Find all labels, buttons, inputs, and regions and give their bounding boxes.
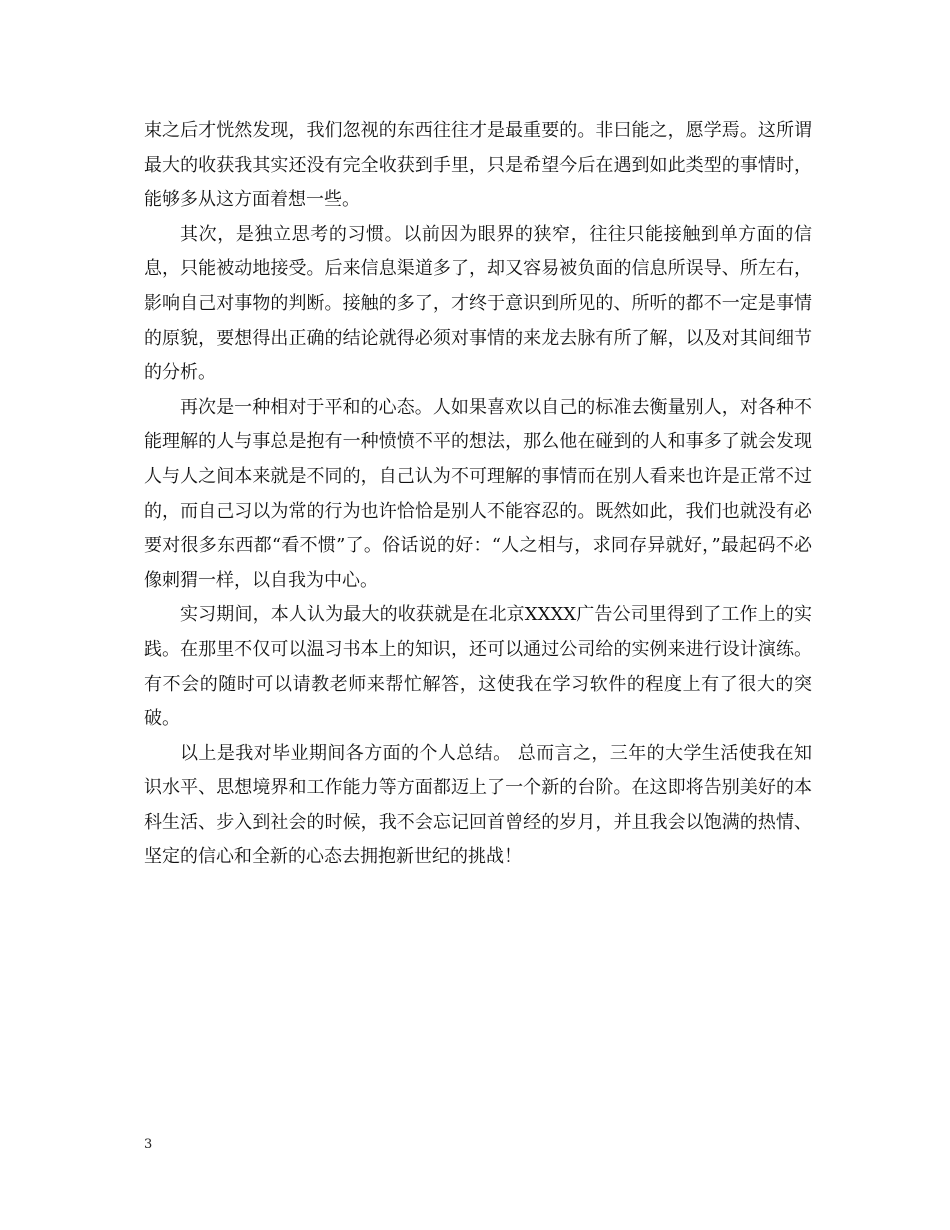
document-body	[144, 114, 812, 875]
paragraph-independent-thinking: 其次，是独立思考的习惯。以前因为眼界的狭窄，往往只能接触到单方面的信息，只能被动地接受。后来信息渠道多了，却又容易被负面的信息所误导、所左右，影响自己对事物的判断。接触的多了，才终于意识到所见的、所听的都不一定是事情的原貌，要想得出正确的结论就得必须对事情的来龙去脉有所了解，以及对其间细节的分析。	[144, 223, 812, 384]
paragraph-conclusion: 以上是我对毕业期间各方面的个人总结。 总而言之，三年的大学生活使我在知识水平、思想境界和工作能力等方面都迈上了一个新的台阶。在这即将告别美好的本科生活、步入到社会的时候，我不会忘记回首曾经的岁月，并且我会以饱满的热情、坚定的信心和全新的心态去拥抱新世纪的挑战！	[144, 742, 812, 868]
paragraph-calm-mindset: 再次是一种相对于平和的心态。人如果喜欢以自己的标准去衡量别人，对各种不能理解的人与事总是抱有一种愤愤不平的想法，那么他在碰到的人和事多了就会发现人与人之间本来就是不同的，自己认为不可理解的事情而在别人看来也许是正常不过的，而自己习以为常的行为也许恰恰是别人不能容忍的。既然如此，我们也就没有必要对很多东西都“看不惯”了。俗话说的好：“人之相与，求同存异就好，”最起码不必像刺猬一样，以自我为中心。	[144, 396, 812, 591]
paragraph-continuation: 束之后才恍然发现，我们忽视的东西往往才是最重要的。非曰能之，愿学焉。这所谓最大的收获我其实还没有完全收获到手里，只是希望今后在遇到如此类型的事情时，能够多从这方面着想一些。	[144, 120, 812, 211]
paragraph-internship: 实习期间，本人认为最大的收获就是在北京XXXX广告公司里得到了工作上的实践。在那里不仅可以温习书本上的知识，还可以通过公司给的实例来进行设计演练。有不会的随时可以请教老师来帮忙解答，这使我在学习软件的程度上有了很大的突破。	[144, 604, 812, 730]
page-number: 3	[144, 1137, 153, 1152]
